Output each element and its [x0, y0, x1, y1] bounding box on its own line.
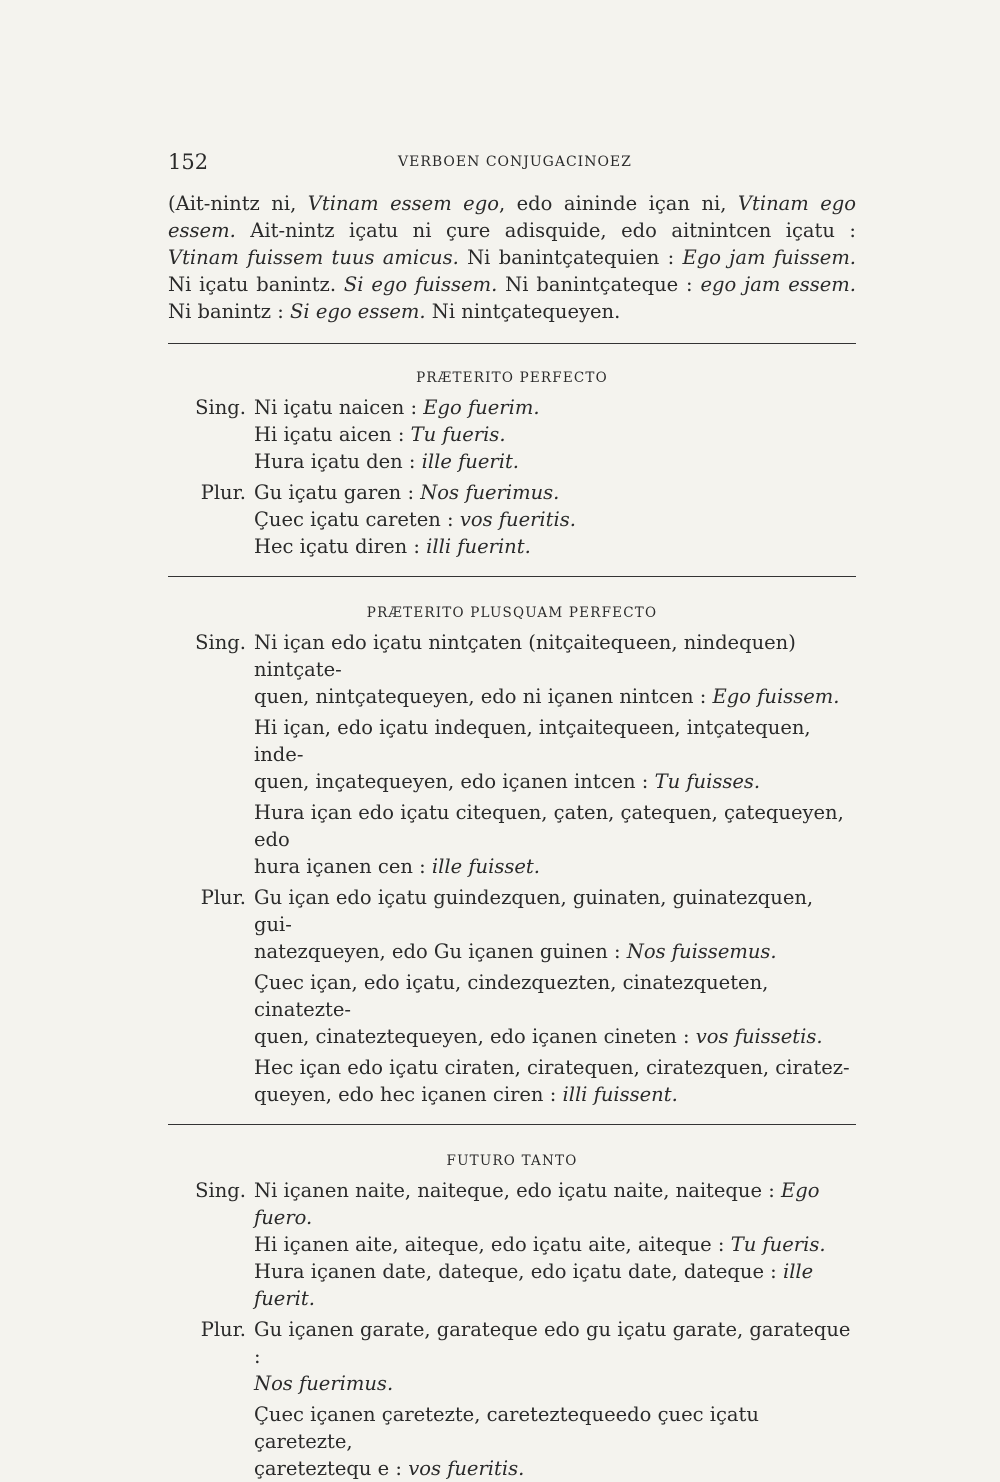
intro-paragraph — [168, 190, 856, 325]
section-title-futuro: FUTURO TANTO — [446, 1153, 578, 1169]
paradigm-row — [168, 1401, 856, 1455]
number-label: Plur. — [200, 1318, 246, 1341]
section-rule — [168, 1124, 856, 1125]
page-header — [168, 150, 858, 174]
basque-form: Çuec içatu careten : — [254, 508, 460, 531]
basque-form: Hura içatu den : — [254, 450, 422, 473]
intro-text: Ni banintz : — [168, 300, 291, 323]
latin-gloss: Tu fueris. — [730, 1233, 826, 1256]
page-body — [168, 190, 856, 1482]
intro-text: Ni banintçatequien : — [458, 246, 683, 269]
intro-text: Ni içatu banintz. — [168, 273, 344, 296]
intro-text: , edo aininde içan ni, — [498, 192, 738, 215]
basque-form: Çuec içan, edo içatu, cindezquezten, cinatezqueten, cinatezte- — [254, 971, 769, 1021]
paradigm-row — [168, 1316, 856, 1370]
paradigm-entry — [168, 969, 856, 1023]
paradigm-row — [168, 1258, 856, 1312]
number-label: Plur. — [200, 481, 246, 504]
latin-gloss: Ego fuero. — [254, 1179, 820, 1229]
intro-text: Ni banintçateque : — [497, 273, 701, 296]
latin-gloss: Ego fuissem. — [712, 685, 840, 708]
paradigm-row — [168, 421, 856, 448]
paradigm-row — [168, 394, 856, 421]
basque-form: Hi içan, edo içatu indequen, intçaitequeen, intçatequen, inde- — [254, 716, 811, 766]
intro-text: Ni nintçatequeyen. — [425, 300, 621, 323]
paradigm-entry — [168, 629, 856, 683]
number-label: Sing. — [195, 1179, 246, 1202]
number-label: Sing. — [195, 631, 246, 654]
page-number: 152 — [168, 150, 209, 174]
intro-latin: Vtinam fuissem tuus amicus. — [168, 246, 459, 269]
latin-gloss: vos fueritis. — [459, 508, 576, 531]
basque-form: Hura içan edo içatu citequen, çaten, çatequen, çatequeyen, edo — [254, 801, 844, 851]
basque-form: Ni içan edo içatu nintçaten (nitçaitequeen, nindequen) nintçate- — [254, 631, 796, 681]
basque-form: queyen, edo hec içanen ciren : — [254, 1083, 563, 1106]
running-head: VERBOEN CONJUGACINOEZ — [398, 154, 632, 170]
basque-form: natezqueyen, edo Gu içanen guinen : — [254, 940, 627, 963]
perfecto-table — [168, 394, 856, 560]
latin-gloss: illi fuerint. — [426, 535, 531, 558]
intro-latin: Vtinam ego essem. — [168, 192, 857, 242]
latin-gloss: vos fueritis. — [408, 1457, 525, 1480]
section-title-plusquam: PRÆTERITO PLUSQUAM PERFECTO — [366, 605, 658, 621]
paradigm-entry — [168, 799, 856, 853]
paradigm-row — [168, 479, 856, 506]
basque-form: Hi içatu aicen : — [254, 423, 411, 446]
intro-text: Ait-nintz içatu ni çure adisquide, edo aitnintcen içatu : — [250, 219, 856, 242]
basque-form: Gu içanen garate, garateque edo gu içatu garate, garateque : — [254, 1318, 851, 1368]
intro-latin: Vtinam essem ego — [307, 192, 499, 215]
basque-form: Hi içanen aite, aiteque, edo içatu aite, aiteque : — [254, 1233, 731, 1256]
latin-gloss: Tu fueris. — [410, 423, 506, 446]
basque-form: Ni içatu naicen : — [254, 396, 424, 419]
latin-gloss: Nos fuissemus. — [626, 940, 777, 963]
basque-form: çareteztequ e : — [254, 1457, 409, 1480]
basque-form: Hec içatu diren : — [254, 535, 427, 558]
intro-latin: ego jam essem. — [700, 273, 856, 296]
paradigm-row — [168, 1231, 856, 1258]
basque-form: quen, cinateztequeyen, edo içanen cineten : — [254, 1025, 696, 1048]
basque-form: Ni içanen naite, naiteque, edo içatu naite, naiteque : — [254, 1179, 781, 1202]
paradigm-row — [168, 533, 856, 560]
paradigm-entry — [168, 1054, 856, 1081]
basque-form: Hura içanen date, dateque, edo içatu date, dateque : — [254, 1260, 783, 1283]
number-label: Sing. — [195, 396, 246, 419]
latin-gloss: Nos fuerimus. — [254, 1372, 394, 1395]
latin-gloss: illi fuissent. — [562, 1083, 678, 1106]
futuro-table — [168, 1177, 856, 1482]
plusquam-table — [168, 629, 856, 1108]
basque-form: Gu içatu garen : — [254, 481, 421, 504]
section-title-perfecto: PRÆTERITO PERFECTO — [416, 370, 608, 386]
intro-latin: Ego jam fuissem. — [682, 246, 857, 269]
paradigm-row — [168, 448, 856, 475]
section-rule — [168, 576, 856, 577]
paradigm-row — [168, 506, 856, 533]
latin-gloss: Ego fuerim. — [423, 396, 540, 419]
basque-form: Hec içan edo içatu ciraten, ciratequen, ciratezquen, ciratez- — [254, 1056, 850, 1079]
latin-gloss: Nos fuerimus. — [420, 481, 560, 504]
intro-text: (Ait-nintz ni, — [168, 192, 308, 215]
paradigm-row — [168, 1177, 856, 1231]
basque-form: hura içanen cen : — [254, 855, 432, 878]
basque-form: Gu içan edo içatu guindezquen, guinaten, guinatezquen, gui- — [254, 886, 814, 936]
intro-latin: Si ego essem. — [290, 300, 426, 323]
latin-gloss: ille fuerit. — [421, 450, 519, 473]
paradigm-entry — [168, 714, 856, 768]
number-label: Plur. — [200, 886, 246, 909]
paradigm-entry — [168, 884, 856, 938]
section-rule — [168, 343, 856, 344]
intro-latin: Si ego fuissem. — [343, 273, 498, 296]
latin-gloss: ille fuisset. — [431, 855, 540, 878]
latin-gloss: ille fuerit. — [254, 1260, 814, 1310]
basque-form: quen, inçatequeyen, edo içanen intcen : — [254, 770, 655, 793]
basque-form: quen, nintçatequeyen, edo ni içanen nintcen : — [254, 685, 713, 708]
latin-gloss: Tu fuisses. — [654, 770, 761, 793]
basque-form: Çuec içanen çaretezte, careteztequeedo çuec içatu çaretezte, — [254, 1403, 759, 1453]
latin-gloss: vos fuissetis. — [695, 1025, 823, 1048]
